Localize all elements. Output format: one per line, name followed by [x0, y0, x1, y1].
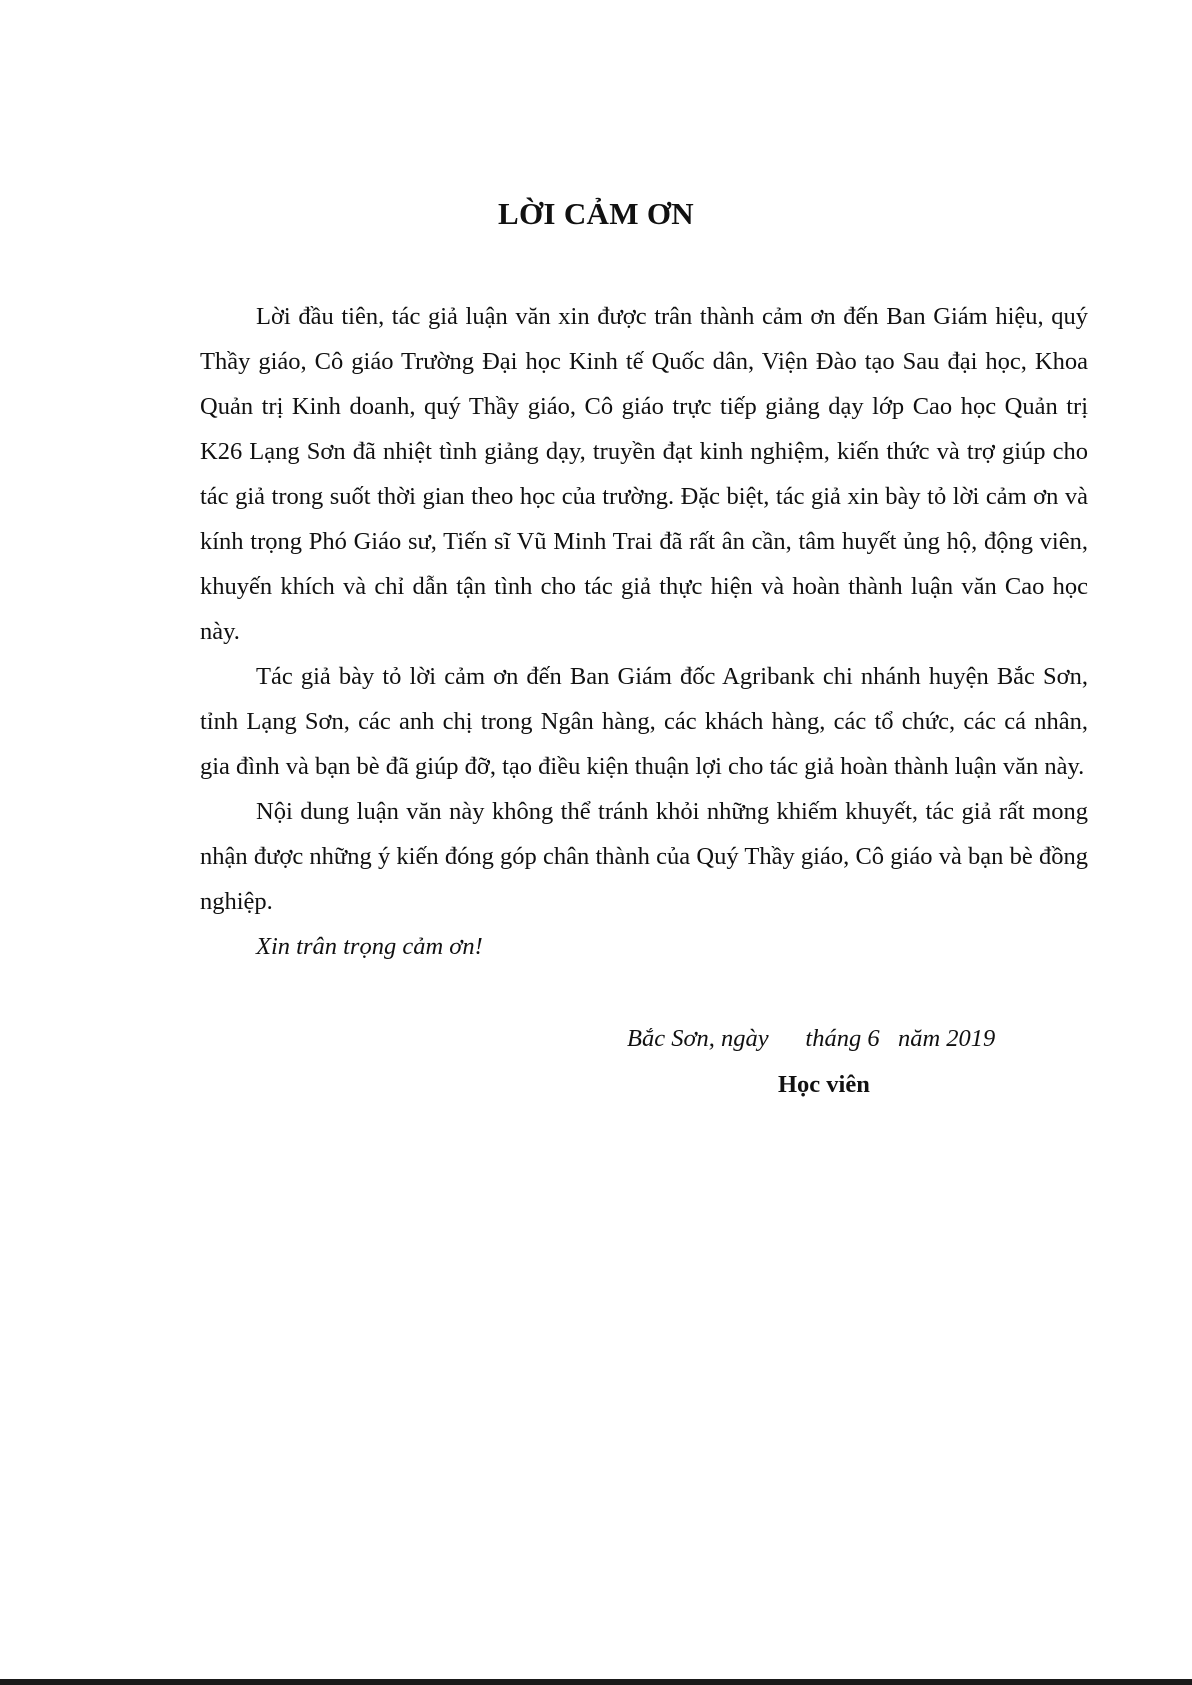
signer-label: Học viên: [778, 1071, 870, 1098]
bottom-border: [0, 1679, 1192, 1685]
paragraph: Tác giả bày tỏ lời cảm ơn đến Ban Giám đốc Agribank chi nhánh huyện Bắc Sơn, tỉnh Lạng Sơn, các anh chị trong Ngân hàng, các khách hàng, các tổ chức, các cá nhân, gia đình và bạn bè đã giúp đỡ, tạo điều kiện thuận lợi cho tác giả hoàn thành luận văn này.: [200, 663, 1088, 780]
paragraph: Nội dung luận văn này không thể tránh khỏi những khiếm khuyết, tác giả rất mong nhận được những ý kiến đóng góp chân thành của Quý Thầy giáo, Cô giáo và bạn bè đồng nghiệp.: [200, 798, 1088, 915]
closing-line: Xin trân trọng cảm ơn!: [256, 933, 483, 960]
date-line: Bắc Sơn, ngày tháng 6 năm 2019: [627, 1025, 996, 1052]
paragraph: Lời đầu tiên, tác giả luận văn xin được trân thành cảm ơn đến Ban Giám hiệu, quý Thầy giáo, Cô giáo Trường Đại học Kinh tế Quốc dân, Viện Đào tạo Sau đại học, Khoa Quản trị Kinh doanh, quý Thầy giáo, Cô giáo trực tiếp giảng dạy lớp Cao học Quản trị K26 Lạng Sơn đã nhiệt tình giảng dạy, truyền đạt kinh nghiệm, kiến thức và trợ giúp cho tác giả trong suốt thời gian theo học của trường. Đặc biệt, tác giả xin bày tỏ lời cảm ơn và kính trọng Phó Giáo sư, Tiến sĩ Vũ Minh Trai đã rất ân cần, tâm huyết ủng hộ, động viên, khuyến khích và chỉ dẫn tận tình cho tác giả thực hiện và hoàn thành luận văn Cao học này.: [200, 303, 1088, 645]
page-title: LỜI CẢM ƠN: [498, 196, 694, 231]
acknowledgement-body: [200, 294, 1088, 969]
